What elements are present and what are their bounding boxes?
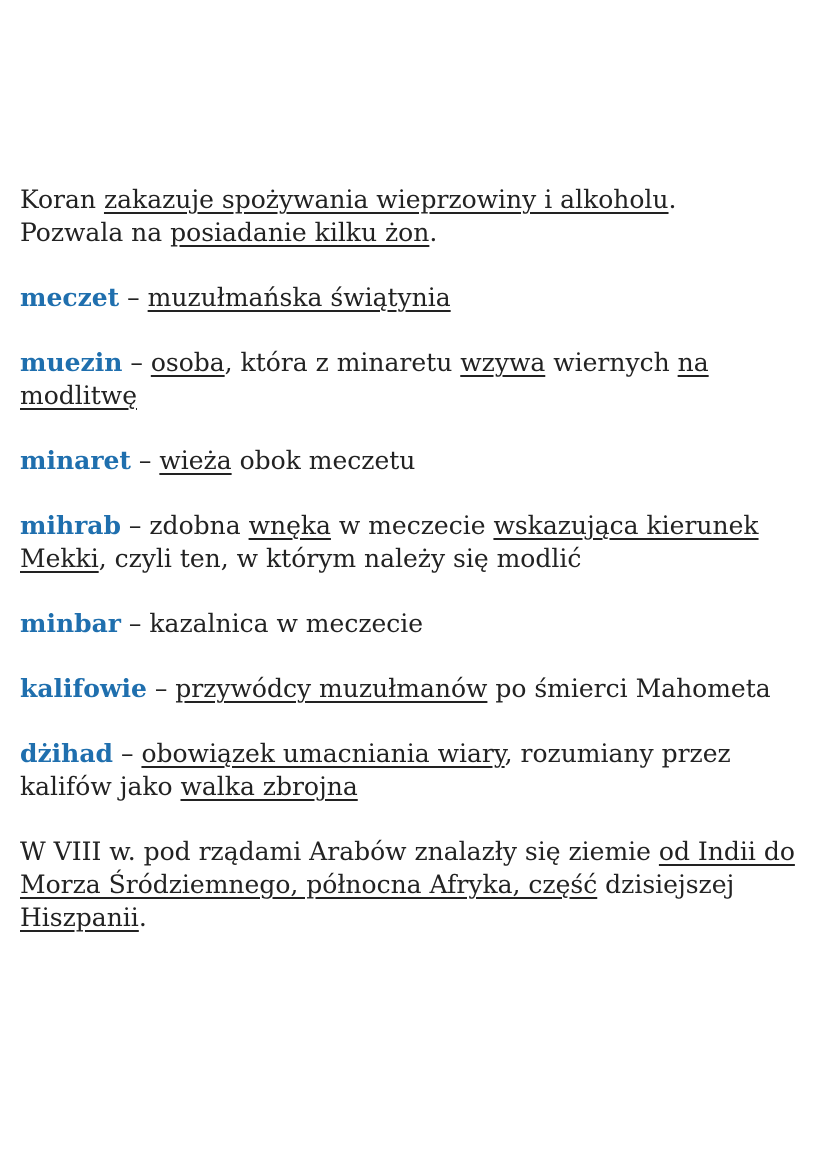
definition-text: w meczecie — [330, 511, 494, 540]
definition-mihrab — [20, 509, 810, 575]
intro-text: Pozwala na — [20, 218, 171, 247]
term-meczet: meczet — [20, 283, 120, 312]
definition-dash: – — [113, 739, 142, 768]
notes-body — [20, 183, 810, 966]
definition-text: , czyli ten, w którym należy się modlić — [98, 544, 582, 573]
definition-underlined-text: osoba — [150, 348, 225, 377]
definition-minaret — [20, 444, 810, 477]
definition-underlined-text: walka zbrojna — [180, 772, 358, 801]
definition-underlined-text: na modlitwę — [20, 348, 709, 410]
definition-underlined-text: wzywa — [460, 348, 546, 377]
outro-text: W VIII w. pod rządami Arabów znalazły się ziemie — [20, 837, 659, 866]
intro-text: . — [668, 185, 677, 214]
definition-dash: – — [146, 674, 176, 703]
outro-text: dzisiejszej — [597, 870, 735, 899]
definition-dzihad — [20, 737, 810, 803]
intro-underlined-text: posiadanie kilku żon — [170, 218, 430, 247]
definition-meczet — [20, 281, 810, 314]
definition-text: zdobna — [149, 511, 249, 540]
definition-dash: – — [122, 348, 151, 377]
term-kalifowie: kalifowie — [20, 674, 147, 703]
intro-underlined-text: zakazuje spożywania wieprzowiny i alkoholu — [103, 185, 669, 214]
definition-underlined-text: wskazująca kierunek Mekki — [20, 511, 759, 573]
definition-text: po śmierci Mahometa — [487, 674, 771, 703]
definition-text: obok meczetu — [231, 446, 416, 475]
term-dzihad: dżihad — [20, 739, 114, 768]
definition-text: kazalnica w meczecie — [149, 609, 424, 638]
definition-dash: – — [120, 511, 150, 540]
outro-text: . — [138, 903, 147, 932]
definition-text: , rozumiany przez kalifów jako — [20, 739, 731, 801]
outro-underlined-text: Hiszpanii — [20, 903, 139, 932]
definition-underlined-text: wieża — [159, 446, 232, 475]
term-mihrab: mihrab — [20, 511, 121, 540]
definition-dash: – — [130, 446, 160, 475]
definition-underlined-text: przywódcy muzułmanów — [175, 674, 488, 703]
definition-muezin — [20, 346, 810, 412]
definition-dash: – — [119, 283, 148, 312]
definition-kalifowie — [20, 672, 810, 705]
term-muezin: muezin — [20, 348, 123, 377]
definition-minbar — [20, 607, 810, 640]
definition-text: , która z minaretu — [224, 348, 461, 377]
definition-underlined-text: wnęka — [248, 511, 331, 540]
definition-dash: – — [120, 609, 150, 638]
outro-paragraph — [20, 835, 810, 934]
term-minbar: minbar — [20, 609, 121, 638]
definition-underlined-text: obowiązek umacniania wiary — [141, 739, 505, 768]
term-minaret: minaret — [20, 446, 131, 475]
definition-text: wiernych — [545, 348, 678, 377]
intro-text: Koran — [20, 185, 104, 214]
outro-underlined-text: od Indii do Morza Śródziemnego, północna Afryka, część — [20, 837, 795, 899]
intro-paragraph — [20, 183, 810, 249]
definition-underlined-text: muzułmańska świątynia — [147, 283, 451, 312]
intro-text: . — [429, 218, 438, 247]
